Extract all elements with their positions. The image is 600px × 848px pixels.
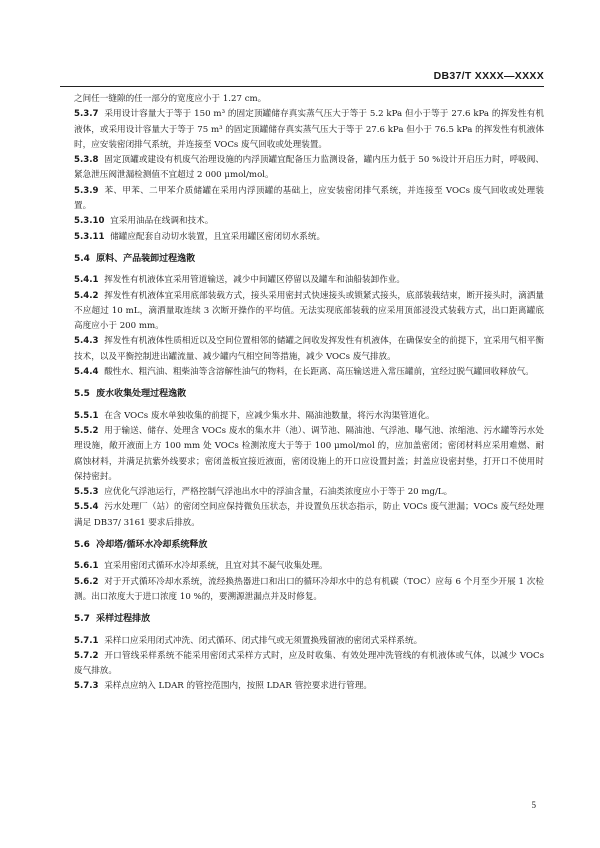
clause-paragraph (74, 289, 544, 335)
clause-text: 采样点应纳入 LDAR 的管控范围内，按照 LDAR 管控要求进行管理。 (104, 681, 372, 692)
clause-text: 储罐应配套自动切水装置，且宜采用罐区密闭切水系统。 (110, 231, 326, 242)
clause-number: 5.4.4 (74, 367, 99, 378)
header-rule (60, 86, 544, 87)
clause-number: 5.5 (74, 389, 90, 400)
clause-paragraph (74, 649, 544, 680)
clause-number: 5.3.10 (74, 216, 105, 227)
clause-paragraph (74, 92, 544, 107)
clause-number: 5.3.11 (74, 231, 105, 242)
clause-text: 开口管线采样系统不能采用密闭式采样方式时，应及时收集、有效处理冲洗管线的有机液体或气体，以减少 VOCs 废气排放。 (74, 650, 544, 677)
clause-paragraph (74, 214, 544, 229)
clause-text: 采用设计容量大于等于 150 m³ 的固定顶罐储存真实蒸气压大于等于 5.2 kPa 但小于等于 27.6 kPa 的挥发性有机液体，或采用设计容量大于等于 75 m³ 的固定顶罐储存真实蒸气压大于等于 27.6 kPa 但小于 76.5 kPa 的挥发性有机液体时，应安装密闭排气系统，并连接至 VOCs 废气回收或处理装置。 (74, 109, 544, 150)
clause-text: 污水处理厂（站）的密闭空间应保持微负压状态，并设置负压状态指示，防止 VOCs 废气泄漏；VOCs 废气经处理满足 DB37/ 3161 要求后排放。 (74, 502, 545, 528)
clause-number: 5.4.1 (74, 275, 99, 286)
clause-text: 应优化气浮池运行，严格控制气浮池出水中的浮油含量，石油类浓度应小于等于 20 mg/L。 (104, 487, 453, 498)
clause-paragraph (74, 273, 544, 288)
section-heading (74, 612, 544, 627)
clause-text: 挥发性有机液体宜采用管道输送，减少中间罐区停留以及罐车和油船装卸作业。 (104, 275, 405, 286)
clause-number: 5.6 (74, 540, 90, 551)
clause-text: 废水收集处理过程逸散 (96, 389, 187, 400)
clause-text: 在含 VOCs 废水单独收集的前提下，应减少集水井、隔油池数量，将污水沟渠管道化。 (104, 410, 435, 421)
clause-number: 5.7 (74, 614, 90, 625)
clause-number: 5.5.3 (74, 487, 99, 498)
clause-number: 5.6.2 (74, 576, 99, 587)
clause-paragraph (74, 230, 544, 245)
clause-number: 5.3.9 (74, 185, 99, 196)
clause-text: 采样口应采用闭式冲洗、闭式循环、闭式排气或无须置换残留液的密闭式采样系统。 (104, 635, 423, 646)
clause-number: 5.5.1 (74, 410, 99, 421)
clause-text: 宜采用密闭式循环水冷却系统，且宜对其不凝气收集处理。 (104, 561, 328, 572)
clause-text: 用于输送、储存、处理含 VOCs 废水的集水井（池）、调节池、隔油池、气浮池、曝气池、浓缩池、污水罐等污水处理设施，敞开液面上方 100 mm 处 VOCs 检测浓度大于等于 100 μmol/mol 的，应加盖密闭；密闭材料应采用难燃、耐腐蚀材料，并满足抗紫外线要求；密闭盖板宜接近液面，密闭设施上的开口应设置封盖；封盖应设密封垫，打开口不使用时保持密封。 (74, 425, 544, 482)
clause-paragraph (74, 679, 544, 694)
clause-text: 宜采用油品在线调和技术。 (110, 216, 214, 227)
clause-number: 5.3.7 (74, 109, 99, 120)
clause-number: 5.5.4 (74, 502, 99, 513)
clause-paragraph (74, 424, 544, 485)
document-code: DB37/T XXXX—XXXX (433, 70, 544, 82)
clause-number: 5.7.3 (74, 681, 99, 692)
clause-number: 5.3.8 (74, 155, 99, 166)
clause-paragraph (74, 634, 544, 649)
clause-paragraph (74, 500, 544, 531)
clause-text: 采样过程排放 (96, 614, 151, 625)
clause-text: 固定顶罐或建设有机废气治理设施的内浮顶罐宜配备压力监测设备，罐内压力低于 50 %设计开启压力时，呼吸阀、紧急泄压阀泄漏检测值不宜超过 2 000 μmol/mol。 (74, 155, 544, 181)
clause-number: 5.4.3 (74, 336, 99, 347)
section-heading (74, 387, 544, 402)
clause-number: 5.6.1 (74, 561, 99, 572)
clause-paragraph (74, 485, 544, 500)
clause-number: 5.4.2 (74, 290, 99, 301)
clause-paragraph (74, 184, 544, 215)
clause-text: 之间任一缝隙的任一部分的宽度应小于 1.27 cm。 (74, 94, 267, 104)
clause-paragraph (74, 365, 544, 380)
clause-paragraph (74, 153, 544, 184)
clause-paragraph (74, 409, 544, 424)
clause-paragraph (74, 107, 544, 153)
page-number: 5 (531, 800, 536, 810)
clause-text: 酸性水、粗汽油、粗柴油等含溶解性油气的物料，在长距离、高压输送进入常压罐前，宜经过脱气罐回收释放气。 (104, 367, 534, 378)
clause-text: 对于开式循环冷却水系统，流经换热器进口和出口的循环冷却水中的总有机碳（TOC）应每 6 个月至少开展 1 次检测。出口浓度大于进口浓度 10 %的，要溯源泄漏点并及时修复。 (74, 576, 544, 602)
clause-text: 冷却塔/循环水冷却系统释放 (96, 540, 208, 551)
clause-number: 5.7.2 (74, 650, 99, 661)
clause-number: 5.4 (74, 253, 90, 264)
section-heading (74, 538, 544, 553)
clause-paragraph (74, 575, 544, 606)
clause-paragraph (74, 559, 544, 574)
clause-text: 原料、产品装卸过程逸散 (96, 253, 196, 264)
clause-text: 挥发性有机液体宜采用底部装载方式，接头采用密封式快速接头或锁紧式接头，底部装载结束，断开接头时，滴洒量不应超过 10 mL，滴洒量取连续 3 次断开操作的平均值。无法实现底部装载的应采用顶部浸没式装载方式，出口距离罐底高度应小于 200 mm。 (74, 290, 544, 332)
clause-number: 5.7.1 (74, 635, 99, 646)
section-heading (74, 252, 544, 267)
clause-text: 挥发性有机液体性质相近以及空间位置相邻的储罐之间收发挥发性有机液体，在确保安全的前提下，宜采用气相平衡技术，以及平衡控制进出罐流量、减少罐内气相空间等措施，减少 VOCs 废气排放。 (74, 336, 544, 362)
clause-number: 5.5.2 (74, 425, 99, 436)
clause-paragraph (74, 334, 544, 365)
document-body (74, 92, 544, 695)
clause-text: 苯、甲苯、二甲苯介质储罐在采用内浮顶罐的基础上，应安装密闭排气系统，并连接至 VOCs 废气回收或处理装置。 (74, 185, 544, 212)
